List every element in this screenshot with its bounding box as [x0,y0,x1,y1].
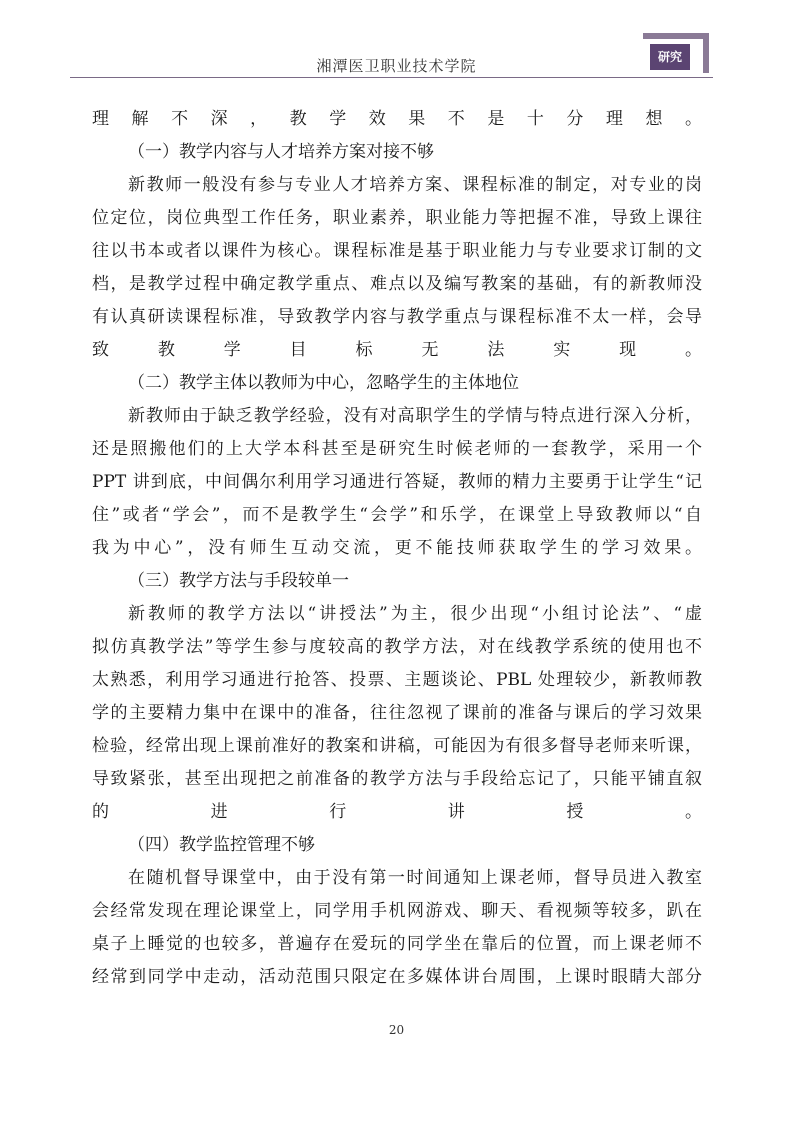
paragraph-line: 位定位，岗位典型工作任务，职业素养，职业能力等把握不准，导致上课往 [92,208,702,228]
paragraph-line: 拟仿真教学法”等学生参与度较高的教学方法，对在线教学系统的使用也不 [92,637,702,657]
paragraph-line: 往以书本或者以课件为核心。课程标准是基于职业能力与专业要求订制的文 [92,241,702,261]
section-heading: （四）教学监控管理不够 [128,835,315,855]
paragraph-line: 的进行讲授。 [92,802,702,822]
paragraph-line: 致教学目标无法实现。 [92,340,702,360]
paragraph-line: 住”或者“学会”，而不是教学生“会学”和乐学，在课堂上导致教师以“自 [92,505,702,525]
paragraph-line: 新教师的教学方法以“讲授法”为主，很少出现“小组讨论法”、“虚 [128,604,702,624]
section-heading: （一）教学内容与人才培养方案对接不够 [128,142,434,162]
paragraph-line: 还是照搬他们的上大学本科甚至是研究生时候老师的一套教学，采用一个 [92,439,702,459]
paragraph-line: 经常到同学中走动，活动范围只限定在多媒体讲台周围，上课时眼睛大部分 [92,967,702,987]
paragraph-line: 档，是教学过程中确定教学重点、难点以及编写教案的基础，有的新教师没 [92,274,702,294]
header-title: 湘潭医卫职业技术学院 [316,57,477,75]
paragraph-line: 在随机督导课堂中，由于没有第一时间通知上课老师，督导员进入教室 [128,868,702,888]
section-heading: （二）教学主体以教师为中心，忽略学生的主体地位 [128,373,519,393]
paragraph-line: PPT 讲到底，中间偶尔利用学习通进行答疑，教师的精力主要勇于让学生“记 [92,472,702,492]
paragraph-line: 新教师由于缺乏教学经验，没有对高职学生的学情与特点进行深入分析， [128,406,702,426]
page-body [92,103,702,994]
page-number: 20 [388,1023,405,1037]
paragraph-line: 会经常发现在理论课堂上，同学用手机网游戏、聊天、看视频等较多，趴在 [92,901,702,921]
section-heading: （三）教学方法与手段较单一 [128,571,349,591]
paragraph-line: 检验，经常出现上课前准好的教案和讲稿，可能因为有很多督导老师来听课， [92,736,702,756]
paragraph-line: 导致紧张，甚至出现把之前准备的教学方法与手段给忘记了，只能平铺直叙 [92,769,702,789]
header-divider [70,77,713,78]
paragraph-line: 我为中心”，没有师生互动交流，更不能技师获取学生的学习效果。 [92,538,702,558]
paragraph-line: 理解不深，教学效果不是十分理想。 [92,109,702,129]
section-badge: 研究 [650,44,690,70]
paragraph-line: 新教师一般没有参与专业人才培养方案、课程标准的制定，对专业的岗 [128,175,702,195]
paragraph-line: 桌子上睡觉的也较多，普遍存在爱玩的同学坐在靠后的位置，而上课老师不 [92,934,702,954]
paragraph-line: 太熟悉，利用学习通进行抢答、投票、主题谈论、PBL 处理较少，新教师教 [92,670,702,690]
paragraph-line: 有认真研读课程标准，导致教学内容与教学重点与课程标准不太一样，会导 [92,307,702,327]
paragraph-line: 学的主要精力集中在课中的准备，往往忽视了课前的准备与课后的学习效果 [92,703,702,723]
